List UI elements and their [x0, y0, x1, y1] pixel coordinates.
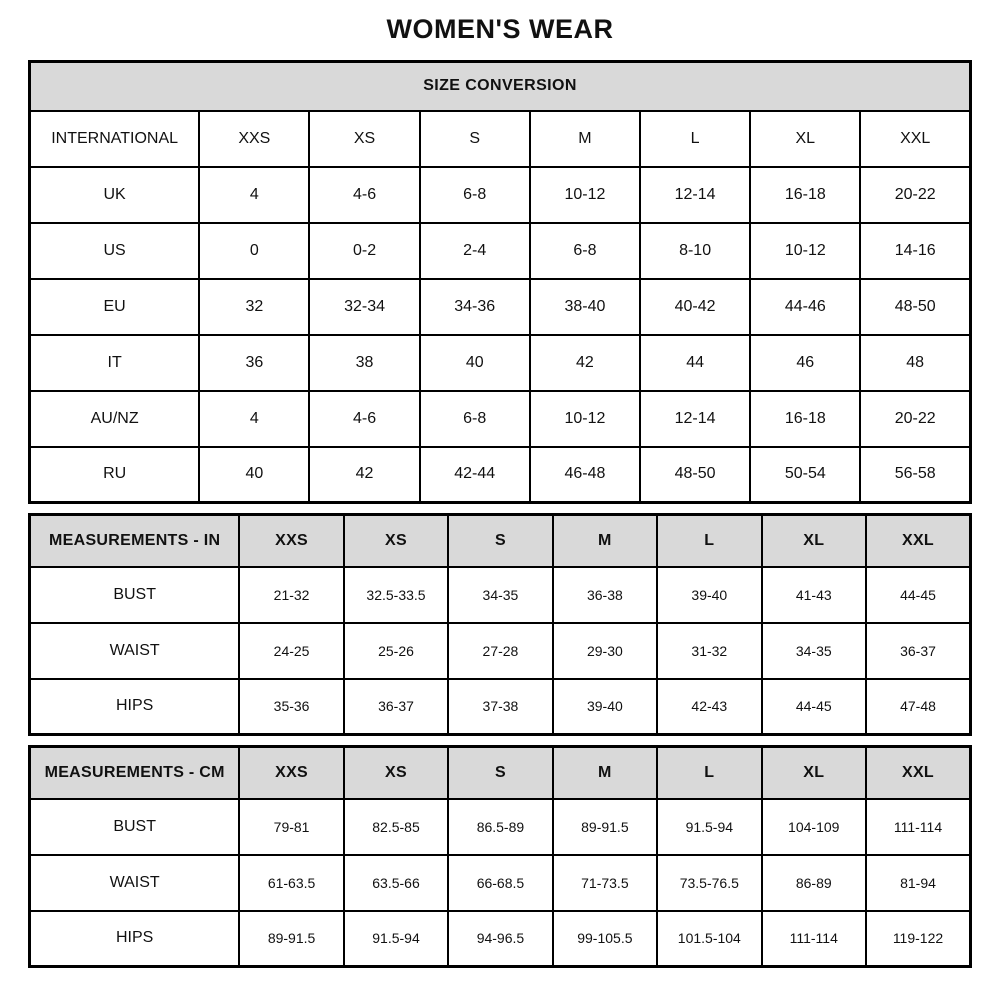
size-column-header: XL — [762, 747, 866, 799]
table-cell: 40 — [199, 447, 309, 503]
table-cell: 10-12 — [530, 391, 640, 447]
table-cell: 104-109 — [762, 799, 866, 855]
table-cell: 48-50 — [860, 279, 970, 335]
row-label: UK — [30, 167, 200, 223]
row-label: WAIST — [30, 855, 240, 911]
table-title: MEASUREMENTS - IN — [30, 515, 240, 567]
table-cell: 16-18 — [750, 167, 860, 223]
table-cell: 61-63.5 — [239, 855, 343, 911]
table-cell: 4-6 — [309, 167, 419, 223]
row-label: INTERNATIONAL — [30, 111, 200, 167]
row-label: HIPS — [30, 911, 240, 967]
table-cell: 63.5-66 — [344, 855, 448, 911]
table-header-row — [30, 747, 971, 799]
table-cell: 73.5-76.5 — [657, 855, 761, 911]
table-cell: 20-22 — [860, 167, 970, 223]
table-title: MEASUREMENTS - CM — [30, 747, 240, 799]
table-cell: 25-26 — [344, 623, 448, 679]
table-cell: 82.5-85 — [344, 799, 448, 855]
table-cell: 21-32 — [239, 567, 343, 623]
size-column-header: XXS — [239, 747, 343, 799]
table-cell: 44-45 — [762, 679, 866, 735]
table-row — [30, 799, 971, 855]
table-row — [30, 911, 971, 967]
table-row — [30, 679, 971, 735]
table-cell: S — [420, 111, 530, 167]
table-cell: 29-30 — [553, 623, 657, 679]
table-cell: 10-12 — [750, 223, 860, 279]
table-cell: 36-37 — [866, 623, 971, 679]
table-cell: 14-16 — [860, 223, 970, 279]
table-cell: 66-68.5 — [448, 855, 552, 911]
table-cell: 4 — [199, 391, 309, 447]
table-cell: 89-91.5 — [239, 911, 343, 967]
table-title-row — [30, 62, 971, 111]
table-cell: M — [530, 111, 640, 167]
table-cell: 47-48 — [866, 679, 971, 735]
table-cell: 34-35 — [762, 623, 866, 679]
table-cell: 101.5-104 — [657, 911, 761, 967]
table-cell: 39-40 — [657, 567, 761, 623]
table-row — [30, 223, 971, 279]
table-cell: 37-38 — [448, 679, 552, 735]
table-cell: 81-94 — [866, 855, 971, 911]
table-cell: 10-12 — [530, 167, 640, 223]
row-label: RU — [30, 447, 200, 503]
table-row — [30, 855, 971, 911]
table-cell: 0-2 — [309, 223, 419, 279]
row-label: EU — [30, 279, 200, 335]
table-cell: 71-73.5 — [553, 855, 657, 911]
table-cell: 40 — [420, 335, 530, 391]
table-row — [30, 335, 971, 391]
table-cell: 99-105.5 — [553, 911, 657, 967]
measurements-in-table — [28, 513, 972, 736]
table-cell: 86.5-89 — [448, 799, 552, 855]
table-cell: 56-58 — [860, 447, 970, 503]
table-cell: 27-28 — [448, 623, 552, 679]
table-cell: 42 — [309, 447, 419, 503]
table-cell: 111-114 — [866, 799, 971, 855]
table-cell: 6-8 — [420, 167, 530, 223]
table-cell: 41-43 — [762, 567, 866, 623]
table-cell: 42 — [530, 335, 640, 391]
table-cell: 12-14 — [640, 167, 750, 223]
table-cell: 36-37 — [344, 679, 448, 735]
table-cell: 111-114 — [762, 911, 866, 967]
row-label: US — [30, 223, 200, 279]
table-cell: L — [640, 111, 750, 167]
size-conversion-header: SIZE CONVERSION — [30, 62, 971, 111]
table-cell: 119-122 — [866, 911, 971, 967]
table-cell: 46-48 — [530, 447, 640, 503]
table-cell: 42-44 — [420, 447, 530, 503]
table-cell: 36 — [199, 335, 309, 391]
table-cell: 46 — [750, 335, 860, 391]
table-cell: 86-89 — [762, 855, 866, 911]
table-row — [30, 567, 971, 623]
row-label: AU/NZ — [30, 391, 200, 447]
table-row — [30, 447, 971, 503]
table-cell: 40-42 — [640, 279, 750, 335]
table-cell: 44 — [640, 335, 750, 391]
table-cell: 91.5-94 — [657, 799, 761, 855]
table-row — [30, 111, 971, 167]
row-label: BUST — [30, 799, 240, 855]
table-row — [30, 391, 971, 447]
table-cell: 44-45 — [866, 567, 971, 623]
measurements-cm-table — [28, 745, 972, 968]
table-cell: XL — [750, 111, 860, 167]
size-column-header: XXS — [239, 515, 343, 567]
table-cell: 20-22 — [860, 391, 970, 447]
table-cell: XXL — [860, 111, 970, 167]
table-cell: 24-25 — [239, 623, 343, 679]
table-cell: 44-46 — [750, 279, 860, 335]
table-cell: 79-81 — [239, 799, 343, 855]
table-header-row — [30, 515, 971, 567]
table-cell: 4 — [199, 167, 309, 223]
table-cell: 36-38 — [553, 567, 657, 623]
page-title: WOMEN'S WEAR — [386, 14, 614, 44]
table-cell: 35-36 — [239, 679, 343, 735]
table-row — [30, 279, 971, 335]
size-column-header: XS — [344, 747, 448, 799]
table-cell: XS — [309, 111, 419, 167]
table-cell: 32 — [199, 279, 309, 335]
row-label: WAIST — [30, 623, 240, 679]
size-column-header: S — [448, 515, 552, 567]
row-label: IT — [30, 335, 200, 391]
table-row — [30, 167, 971, 223]
table-cell: 16-18 — [750, 391, 860, 447]
table-cell: 38 — [309, 335, 419, 391]
table-cell: 6-8 — [420, 391, 530, 447]
size-column-header: M — [553, 515, 657, 567]
table-cell: 8-10 — [640, 223, 750, 279]
table-cell: 6-8 — [530, 223, 640, 279]
row-label: HIPS — [30, 679, 240, 735]
size-column-header: S — [448, 747, 552, 799]
table-cell: 34-36 — [420, 279, 530, 335]
table-cell: 31-32 — [657, 623, 761, 679]
table-cell: 34-35 — [448, 567, 552, 623]
table-cell: 32-34 — [309, 279, 419, 335]
table-cell: 42-43 — [657, 679, 761, 735]
table-cell: 39-40 — [553, 679, 657, 735]
table-cell: XXS — [199, 111, 309, 167]
table-cell: 2-4 — [420, 223, 530, 279]
table-cell: 48 — [860, 335, 970, 391]
table-cell: 48-50 — [640, 447, 750, 503]
table-cell: 4-6 — [309, 391, 419, 447]
table-cell: 89-91.5 — [553, 799, 657, 855]
table-cell: 38-40 — [530, 279, 640, 335]
table-cell: 91.5-94 — [344, 911, 448, 967]
table-cell: 50-54 — [750, 447, 860, 503]
table-cell: 12-14 — [640, 391, 750, 447]
size-column-header: XL — [762, 515, 866, 567]
size-column-header: L — [657, 515, 761, 567]
row-label: BUST — [30, 567, 240, 623]
table-cell: 32.5-33.5 — [344, 567, 448, 623]
size-column-header: L — [657, 747, 761, 799]
size-column-header: XXL — [866, 515, 971, 567]
size-column-header: M — [553, 747, 657, 799]
size-conversion-table — [28, 60, 972, 504]
size-column-header: XXL — [866, 747, 971, 799]
table-row — [30, 623, 971, 679]
table-cell: 0 — [199, 223, 309, 279]
size-column-header: XS — [344, 515, 448, 567]
table-cell: 94-96.5 — [448, 911, 552, 967]
